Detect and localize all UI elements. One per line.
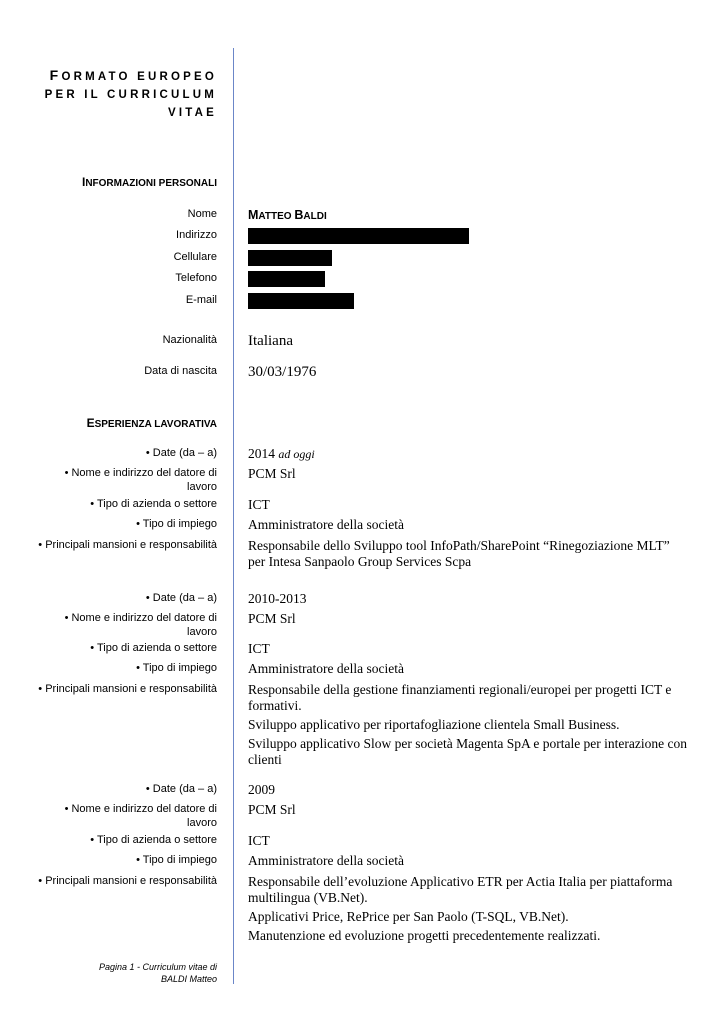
label-role: • Tipo di impiego <box>136 518 217 530</box>
redacted-mobile <box>248 250 332 266</box>
label-name: Nome <box>187 208 217 220</box>
column-divider <box>233 48 234 984</box>
footer-line-2: BALDI Matteo <box>160 974 217 984</box>
redacted-phone <box>248 271 325 287</box>
job-1-duties <box>248 538 688 573</box>
job-1-dates: 2014 ad oggi <box>248 446 315 461</box>
section-heading-experience: ESPERIENZA LAVORATIVA <box>86 416 217 430</box>
job-1-sector: ICT <box>248 497 270 512</box>
label-employer: • Nome e indirizzo del datore di lavoro <box>64 612 217 638</box>
duty-item: Sviluppo applicativo per riportafogliazione clientela Small Business. <box>248 717 620 732</box>
duty-item: Responsabile dell’evoluzione Applicativo ETR per Actia Italia per piattaforma multilingua (VB.Net). <box>248 874 673 905</box>
document-title <box>45 66 217 122</box>
job-1-employer: PCM Srl <box>248 466 296 481</box>
job-2-employer: PCM Srl <box>248 611 296 626</box>
job-3-sector: ICT <box>248 833 270 848</box>
label-birthdate: Data di nascita <box>144 365 217 377</box>
title-line-3: VITAE <box>167 107 217 119</box>
label-dates: • Date (da – a) <box>145 783 217 795</box>
title-line-2: PER IL CURRICULUM <box>44 89 217 101</box>
label-sector: • Tipo di azienda o settore <box>90 642 217 654</box>
title-line-1: ORMATO EUROPEO <box>61 71 217 83</box>
label-address: Indirizzo <box>176 229 217 241</box>
job-3-role: Amministratore della società <box>248 853 404 868</box>
label-duties: • Principali mansioni e responsabilità <box>38 683 217 695</box>
section-heading-personal: INFORMAZIONI PERSONALI <box>81 175 217 189</box>
job-3-employer: PCM Srl <box>248 802 296 817</box>
label-role: • Tipo di impiego <box>136 662 217 674</box>
label-phone: Telefono <box>175 272 217 284</box>
label-email: E-mail <box>185 294 217 306</box>
label-nationality: Nazionalità <box>162 334 217 346</box>
duty-item: Manutenzione ed evoluzione progetti precedentemente realizzati. <box>248 928 601 943</box>
job-3-duties <box>248 874 688 947</box>
label-sector: • Tipo di azienda o settore <box>90 498 217 510</box>
label-duties: • Principali mansioni e responsabilità <box>38 539 217 551</box>
nationality-value: Italiana <box>248 333 293 349</box>
job-2-role: Amministratore della società <box>248 661 404 676</box>
duty-item: Sviluppo applicativo Slow per società Magenta SpA e portale per interazione con clienti <box>248 736 688 767</box>
birthdate-value: 30/03/1976 <box>248 364 317 380</box>
job-2-sector: ICT <box>248 641 270 656</box>
duty-item: Responsabile dello Sviluppo tool InfoPath/SharePoint “Rinegoziazione MLT” per Intesa Sanpaolo Group Services Scpa <box>248 538 670 569</box>
redacted-email <box>248 293 354 309</box>
label-dates: • Date (da – a) <box>145 592 217 604</box>
page-footer <box>87 961 217 985</box>
label-sector: • Tipo di azienda o settore <box>90 834 217 846</box>
label-duties: • Principali mansioni e responsabilità <box>38 875 217 887</box>
duty-item: Responsabile della gestione finanziamenti regionali/europei per progetti ICT e formativi. <box>248 682 672 713</box>
label-employer: • Nome e indirizzo del datore di lavoro <box>64 803 217 829</box>
label-mobile: Cellulare <box>173 251 217 263</box>
job-1-role: Amministratore della società <box>248 517 404 532</box>
label-employer: • Nome e indirizzo del datore di lavoro <box>64 467 217 493</box>
job-2-duties <box>248 682 688 771</box>
duty-item: Applicativi Price, RePrice per San Paolo (T-SQL, VB.Net). <box>248 909 569 924</box>
person-name: MATTEO BALDI <box>248 208 327 222</box>
redacted-address <box>248 228 469 244</box>
title-initial: F <box>49 67 62 83</box>
footer-line-1: Pagina 1 - Curriculum vitae di <box>98 962 217 972</box>
job-2-dates: 2010-2013 <box>248 591 307 606</box>
label-role: • Tipo di impiego <box>136 854 217 866</box>
label-dates: • Date (da – a) <box>145 447 217 459</box>
job-3-dates: 2009 <box>248 782 275 797</box>
